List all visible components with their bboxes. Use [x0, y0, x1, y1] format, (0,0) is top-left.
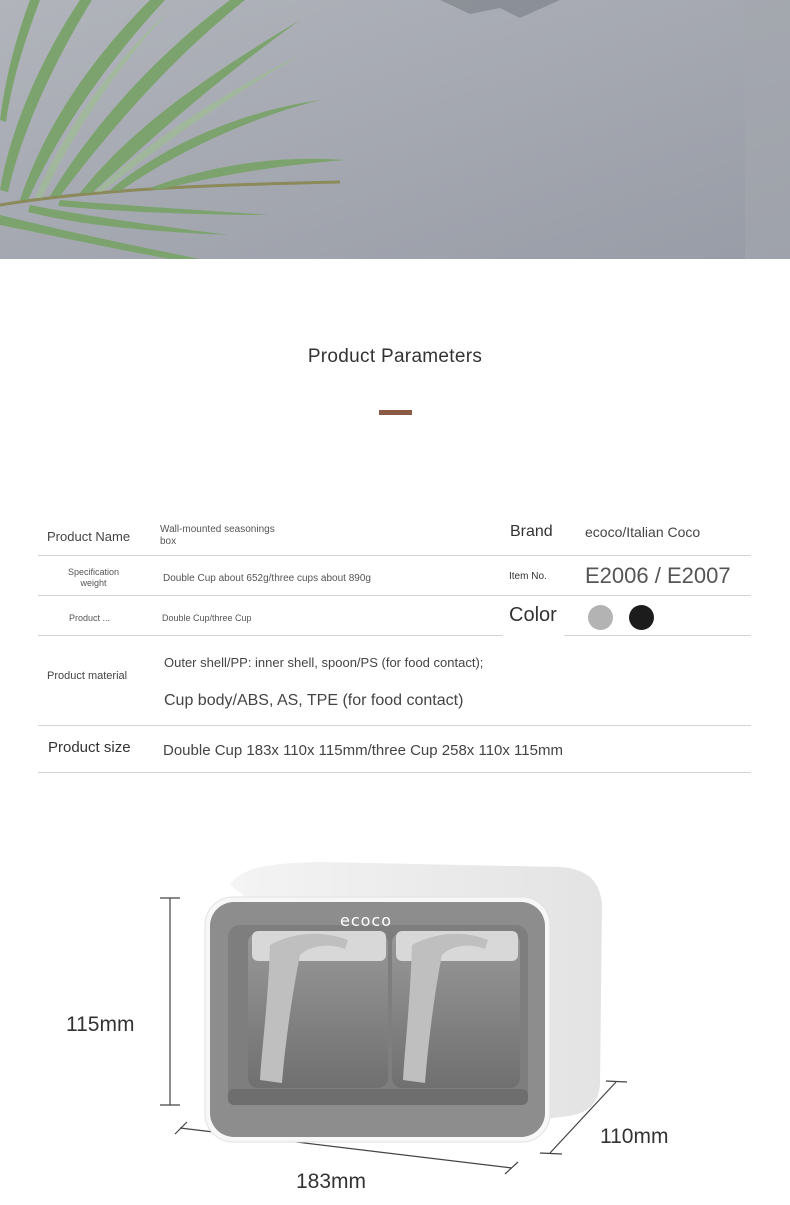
product-type-label: Product ... [69, 613, 111, 623]
height-dimension-label: 115mm [66, 1013, 135, 1036]
title-underline-bar [379, 410, 412, 415]
product-name-value [160, 524, 275, 548]
size-label: Product size [48, 739, 131, 756]
spec-label-line2: weight [80, 578, 107, 588]
product-dimension-drawing [0, 845, 790, 1200]
material-line1: Outer shell/PP: inner shell, spoon/PS (for food contact); [164, 655, 484, 670]
size-value: Double Cup 183x 110x 115mm/three Cup 258x 110x 115mm [163, 742, 563, 759]
table-divider [38, 635, 503, 636]
brand-value: ecoco/Italian Coco [585, 524, 701, 540]
table-divider [38, 772, 751, 773]
table-divider [564, 635, 751, 636]
width-dimension-label: 183mm [296, 1170, 367, 1193]
spec-label-line1: Specification [67, 567, 120, 577]
depth-dimension-label: 110mm [600, 1125, 669, 1148]
item-no-label: Item No. [509, 571, 547, 582]
color-swatch-gray[interactable] [588, 605, 613, 630]
product-name-value-line2: box [160, 536, 177, 547]
section-title: Product Parameters [307, 346, 483, 367]
brand-label: Brand [510, 523, 553, 540]
spec-weight-label [56, 567, 131, 589]
color-swatch-black[interactable] [629, 605, 654, 630]
material-line2: Cup body/ABS, AS, TPE (for food contact) [164, 692, 464, 709]
brand-logo: ecoco [340, 911, 393, 930]
material-label: Product material [47, 670, 128, 682]
product-name-label: Product Name [47, 529, 131, 544]
hero-photo [0, 0, 790, 259]
table-divider [38, 555, 751, 556]
table-divider [38, 725, 751, 726]
product-name-value-line1: Wall-mounted seasonings [160, 524, 275, 535]
color-label: Color [509, 604, 557, 626]
table-divider [38, 595, 751, 596]
spec-weight-value: Double Cup about 652g/three cups about 890g [163, 573, 371, 584]
product-type-value: Double Cup/three Cup [162, 613, 252, 623]
palm-leaf-illustration [0, 0, 790, 259]
item-no-value: E2006 / E2007 [585, 563, 731, 588]
